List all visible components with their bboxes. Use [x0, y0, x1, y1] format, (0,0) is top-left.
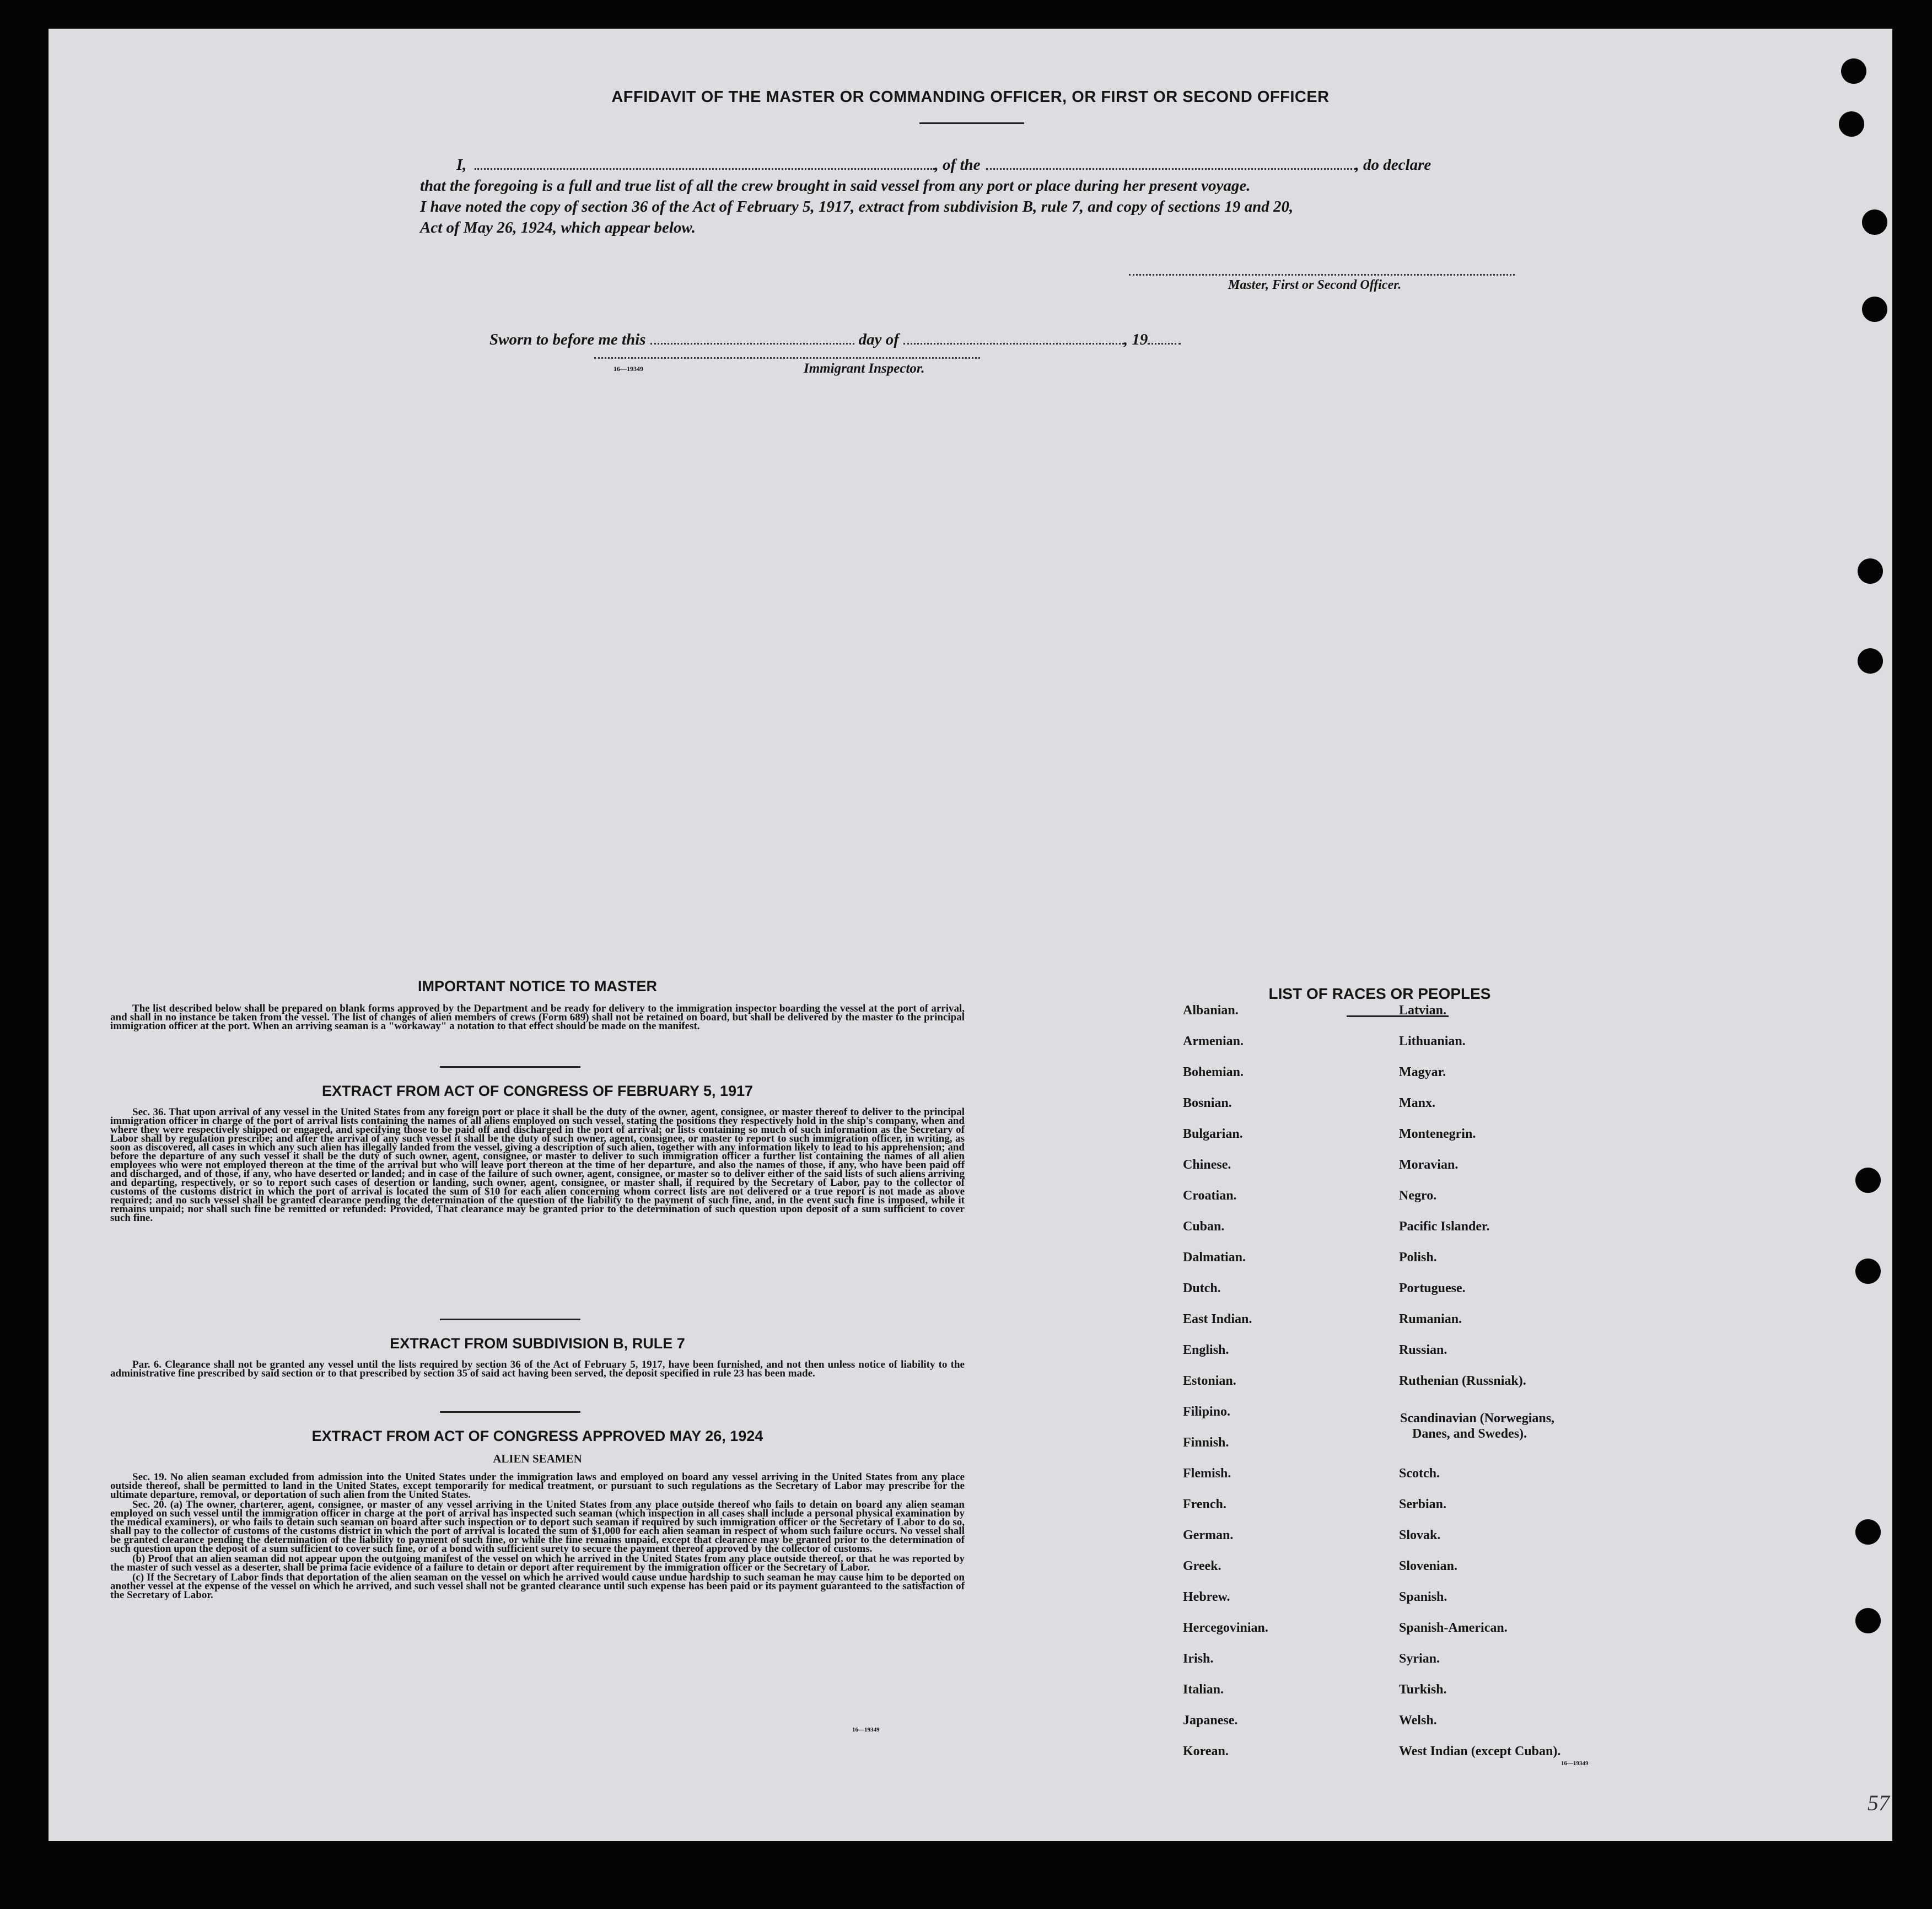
- race-item: English.: [1183, 1343, 1229, 1357]
- race-item: Bulgarian.: [1183, 1127, 1243, 1141]
- races-title: LIST OF RACES OR PEOPLES: [1268, 985, 1491, 1002]
- race-item: Bohemian.: [1183, 1065, 1244, 1079]
- month-blank: [903, 332, 1124, 345]
- race-item: Flemish.: [1183, 1466, 1231, 1481]
- inspector-signature-line: [594, 357, 980, 359]
- form-number: 16—19349: [1561, 1760, 1589, 1767]
- race-item: Spanish.: [1399, 1590, 1447, 1604]
- signature-label: Master, First or Second Officer.: [1228, 278, 1402, 292]
- sec-20b-paragraph: (b) Proof that an alien seaman did not appear upon the outgoing manifest of the vessel on which he arrived in the United States from any place outside thereof, or that he was reported by the master of such vessel as a deserter, shall be prima facie evidence of a failure to detain or deport after requirement by the immigration officer or the Secretary of Labor.: [110, 1553, 965, 1573]
- binder-hole: [1858, 558, 1883, 584]
- binder-hole: [1862, 209, 1887, 235]
- race-item: West Indian (except Cuban).: [1399, 1744, 1561, 1759]
- notice-title: IMPORTANT NOTICE TO MASTER: [418, 978, 657, 994]
- race-item: Moravian.: [1399, 1158, 1459, 1172]
- race-item: Dalmatian.: [1183, 1250, 1246, 1265]
- form-number: 16—19349: [852, 1727, 880, 1733]
- extract-1924-text: [110, 1473, 965, 1601]
- race-item: Bosnian.: [1183, 1096, 1232, 1110]
- race-item: German.: [1183, 1528, 1234, 1542]
- race-item: Irish.: [1183, 1652, 1214, 1666]
- race-item: Magyar.: [1399, 1065, 1446, 1079]
- race-item: Cuban.: [1183, 1219, 1225, 1234]
- margin-handwritten-mark: 57: [1868, 1790, 1890, 1815]
- race-item: Welsh.: [1399, 1713, 1437, 1728]
- race-item: Latvian.: [1399, 1003, 1447, 1018]
- year-blank: [1148, 332, 1181, 345]
- vessel-blank: [986, 156, 1355, 170]
- sec-20a-paragraph: Sec. 20. (a) The owner, charterer, agent, consignee, or master of any vessel arriving in the United States from any place outside thereof who fails to detain on board any alien seaman employed on such vessel until the immigration officer in charge at the port of arrival has inspected such seaman (which inspection in all cases shall include a personal physical examination by the medical examiners), or who fails to detain such seaman on board after such inspection or to deport such seaman if required by such immigration officer or the Secretary of Labor to do so, shall pay to the collector of customs of the customs district in which the port of arrival is located the sum of $1,000 for each alien seaman in respect of whom such failure occurs. No vessel shall be granted clearance pending the determination of the liability to payment of such fine, or while the fine remains unpaid, except that clearance may be granted prior to the determination of such question upon the deposit of a sum sufficient to cover such fine, or of a bond with sufficient surety to secure the payment thereof approved by the collector of customs.: [110, 1499, 965, 1555]
- affidavit-title: AFFIDAVIT OF THE MASTER OR COMMANDING OFFICER, OR FIRST OR SECOND OFFICER: [611, 88, 1330, 106]
- race-item: Italian.: [1183, 1682, 1224, 1697]
- race-item: Hebrew.: [1183, 1590, 1230, 1604]
- sec-19-paragraph: Sec. 19. No alien seaman excluded from admission into the United States under the immigration laws and employed on board any vessel arriving in the United States from any place outside thereof, shall be permitted to land in the United States, except temporarily for medical treatment, or pursuant to such regulations as the Secretary of Labor may prescribe for the ultimate departure, removal, or deportation of such alien from the United States.: [110, 1471, 965, 1501]
- form-number: 16—19349: [613, 365, 643, 373]
- divider: [440, 1411, 580, 1413]
- race-item: Croatian.: [1183, 1189, 1237, 1203]
- race-item: Ruthenian (Russniak).: [1399, 1374, 1526, 1388]
- affidavit-line-4: Act of May 26, 1924, which appear below.: [420, 219, 696, 236]
- race-item: Korean.: [1183, 1744, 1229, 1759]
- sworn-line: [489, 331, 1181, 349]
- affidavit-do-declare: , do declare: [1355, 156, 1431, 174]
- race-item: Russian.: [1399, 1343, 1447, 1357]
- race-item: Portuguese.: [1399, 1281, 1466, 1295]
- race-item: Serbian.: [1399, 1497, 1447, 1512]
- race-item: Polish.: [1399, 1250, 1437, 1265]
- race-item: Turkish.: [1399, 1682, 1447, 1697]
- signature-line: [1129, 274, 1515, 276]
- race-item: Chinese.: [1183, 1158, 1231, 1172]
- affidavit-line-2: that the foregoing is a full and true list of all the crew brought in said vessel from any port or place during her present voyage.: [420, 177, 1251, 195]
- rule7-title: EXTRACT FROM SUBDIVISION B, RULE 7: [390, 1335, 685, 1352]
- notice-paragraph: The list described below shall be prepared on blank forms approved by the Department and be ready for delivery to the immigration inspector boarding the vessel at the port of arrival, and shall in no instance be taken from the vessel. The list of changes of alien members of crews (Form 689) shall not be retained on board, but shall be delivered by the master to the principal immigration officer at the port. When an arriving seaman is a "workaway" a notation to that effect should be made on the manifest.: [110, 1003, 965, 1032]
- day-of-label: day of: [858, 331, 899, 348]
- race-item: Scandinavian (Norwegians,: [1400, 1411, 1555, 1426]
- affidavit-i: I,: [456, 156, 467, 174]
- race-item: Slovak.: [1399, 1528, 1441, 1542]
- extract-1924-title: EXTRACT FROM ACT OF CONGRESS APPROVED MAY 26, 1924: [311, 1428, 763, 1444]
- race-item: East Indian.: [1183, 1312, 1252, 1326]
- race-item: Filipino.: [1183, 1405, 1231, 1419]
- race-item: Estonian.: [1183, 1374, 1236, 1388]
- binder-hole: [1855, 1259, 1881, 1284]
- race-item: Syrian.: [1399, 1652, 1440, 1666]
- affidavit-line-1: [456, 154, 1548, 175]
- binder-hole: [1839, 111, 1864, 137]
- day-blank: [650, 332, 854, 345]
- divider: [440, 1066, 580, 1068]
- race-item: Greek.: [1183, 1559, 1221, 1573]
- race-item: Spanish-American.: [1399, 1621, 1508, 1635]
- binder-hole: [1855, 1519, 1881, 1545]
- race-item: Scotch.: [1399, 1466, 1440, 1481]
- binder-hole: [1841, 58, 1866, 84]
- race-item: Montenegrin.: [1399, 1127, 1476, 1141]
- sec-20c-paragraph: (c) If the Secretary of Labor finds that deportation of the alien seaman on the vessel on which he arrived would cause undue hardship to such seaman he may cause him to be deported on another vessel at the expense of the vessel on which he arrived, and such vessel shall not be granted clearance until such expense has been paid or its payment guaranteed to the satisfaction of the Secretary of Labor.: [110, 1572, 965, 1601]
- affidavit-body: [420, 154, 1548, 238]
- race-item: Hercegovinian.: [1183, 1621, 1268, 1635]
- binder-hole: [1855, 1168, 1881, 1193]
- affidavit-line-3: I have noted the copy of section 36 of the Act of February 5, 1917, extract from subdivision B, rule 7, and copy of sections 19 and 20,: [420, 198, 1294, 216]
- race-item: Japanese.: [1183, 1713, 1238, 1728]
- extract-1917-title: EXTRACT FROM ACT OF CONGRESS OF FEBRUARY 5, 1917: [321, 1083, 754, 1099]
- rule7-text: [110, 1361, 965, 1379]
- document-page: [49, 29, 1892, 1841]
- race-item: Lithuanian.: [1399, 1034, 1466, 1048]
- name-blank: [475, 156, 935, 170]
- race-item: Albanian.: [1183, 1003, 1239, 1018]
- year-prefix: , 19: [1123, 331, 1148, 348]
- divider: [440, 1319, 580, 1320]
- race-item: Dutch.: [1183, 1281, 1221, 1295]
- race-item: Pacific Islander.: [1399, 1219, 1490, 1234]
- alien-seamen-subtitle: ALIEN SEAMEN: [493, 1452, 582, 1465]
- title-underline: [919, 122, 1024, 124]
- inspector-label: Immigrant Inspector.: [804, 361, 925, 376]
- affidavit-of-the: , of the: [934, 156, 981, 174]
- race-item: Negro.: [1399, 1189, 1437, 1203]
- notice-text: [110, 1004, 965, 1032]
- race-item: Finnish.: [1183, 1435, 1229, 1450]
- binder-hole: [1858, 648, 1883, 674]
- extract-1917-text: [110, 1108, 965, 1224]
- race-item: Armenian.: [1183, 1034, 1244, 1048]
- sworn-prefix: Sworn to before me this: [489, 331, 646, 348]
- binder-hole: [1862, 297, 1887, 322]
- par-6-paragraph: Par. 6. Clearance shall not be granted any vessel until the lists required by section 36 of the Act of February 5, 1917, have been furnished, and not then unless notice of liability to the administrative fine prescribed by said section or to that prescribed by section 35 of said act having been served, the deposit specified in rule 23 has been made.: [110, 1359, 965, 1379]
- race-item: Rumanian.: [1399, 1312, 1462, 1326]
- binder-hole: [1855, 1608, 1881, 1633]
- race-item: French.: [1183, 1497, 1226, 1512]
- race-item: Manx.: [1399, 1096, 1435, 1110]
- race-item: Danes, and Swedes).: [1412, 1427, 1527, 1441]
- sec-36-paragraph: Sec. 36. That upon arrival of any vessel in the United States from any foreign port or place it shall be the duty of the owner, agent, consignee, or master thereof to deliver to the principal immigration officer in charge of the port of arrival lists containing the names of all aliens employed on such vessel, stating the positions they respectively hold in the ship's company, when and where they were respectively shipped or engaged, and specifying those to be paid off and discharged in the port of arrival; or lists containing so much of such information as the Secretary of Labor shall by regulation prescribe; and after the arrival of any such vessel it shall be the duty of such owner, agent, consignee, or master to report to such immigration officer, in writing, as soon as discovered, all cases in which any such alien has illegally landed from the vessel, giving a description of such alien, together with any information likely to lead to his apprehension; and before the departure of any such vessel it shall be the duty of such owner, agent, consignee, or master to deliver to such immigration officer a further list containing the names of all alien employees who were not employed thereon at the time of the arrival but who will leave port thereon at the time of her departure, and also the names of those, if any, who have been paid off and discharged, and of those, if any, who have deserted or landed; and in case of the failure of such owner, agent, consignee, or master so to deliver either of the said lists of such aliens arriving and departing, respectively, or so to report such cases of desertion or landing, such owner, agent, consignee, or master shall, if required by the Secretary of Labor, pay to the collector of customs of the customs district in which the port of arrival is located the sum of $10 for each alien concerning whom correct lists are not delivered or a true report is not made as above required; and no such vessel shall be granted clearance pending the determination of the question of the liability to the payment of such fine, and, in the event such fine is imposed, while it remains unpaid; nor shall such fine be remitted or refunded: Provided, That clearance may be granted prior to the determination of such question upon deposit of a sum sufficient to cover such fine.: [110, 1106, 965, 1224]
- race-item: Slovenian.: [1399, 1559, 1458, 1573]
